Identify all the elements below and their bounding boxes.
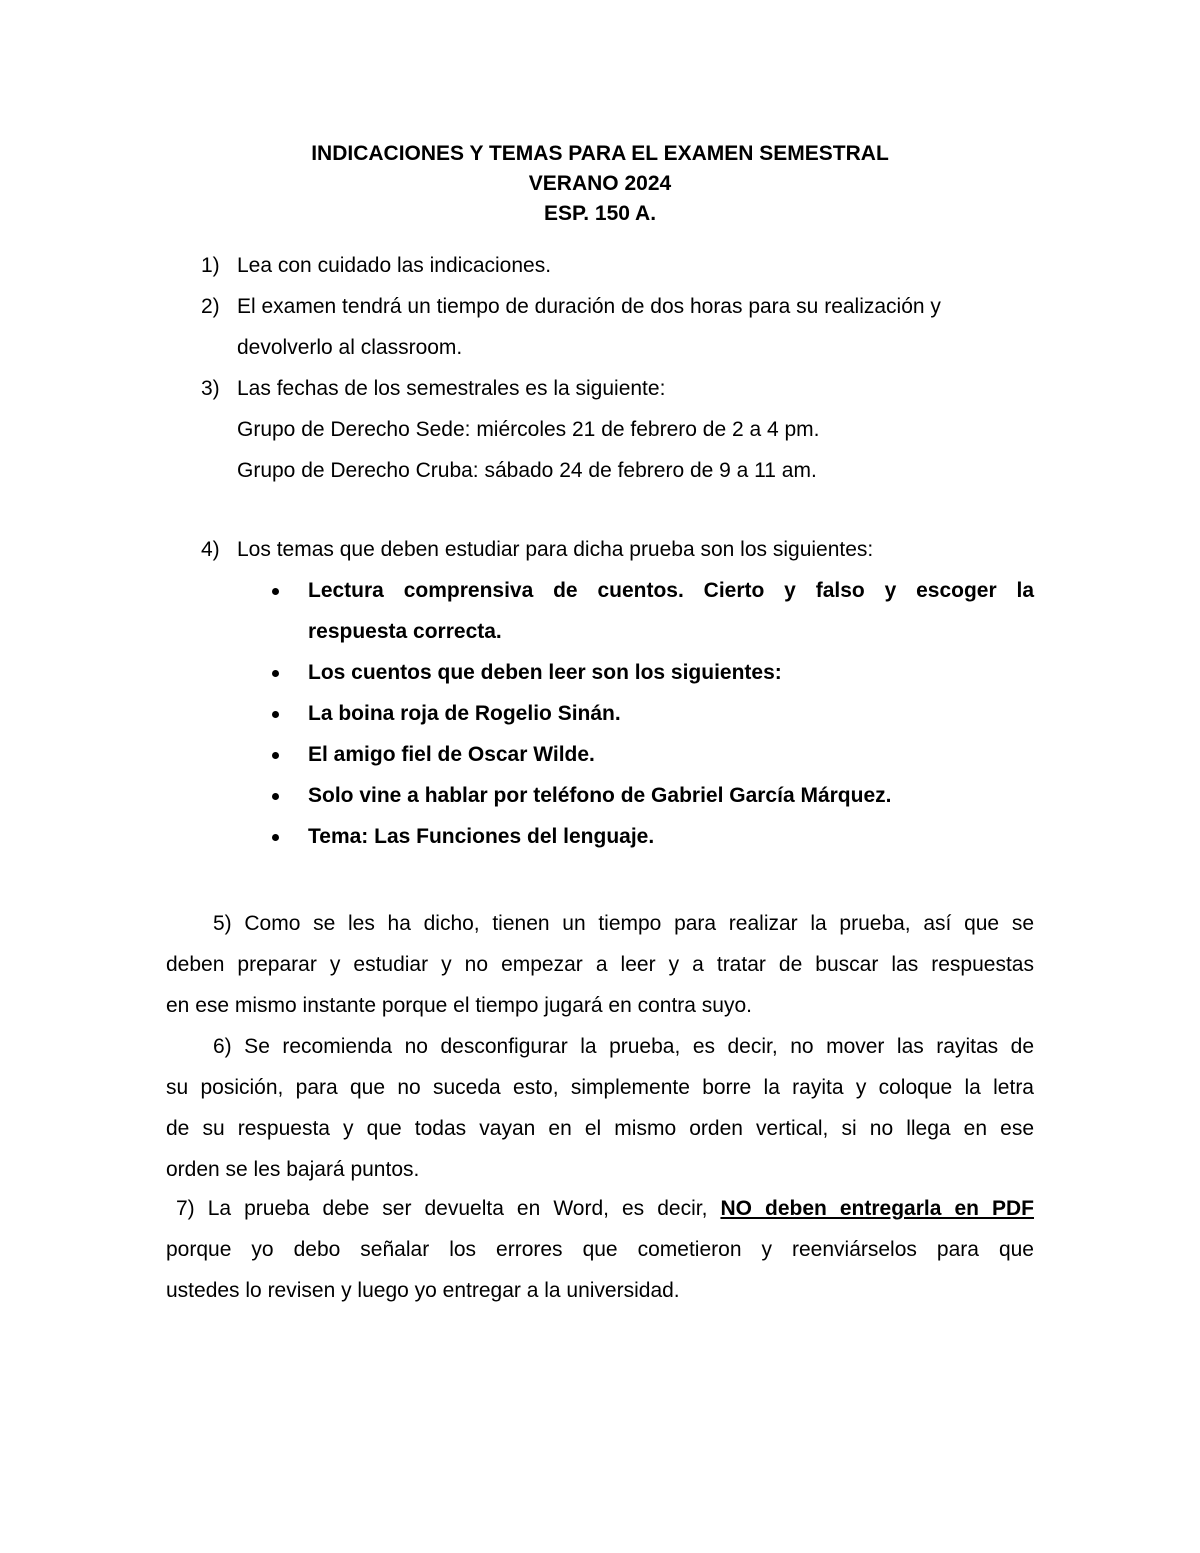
bullet-icon — [272, 670, 279, 677]
paragraph-6-line-1: 6) Se recomienda no desconfigurar la prueba, es decir, no mover las rayitas de — [213, 1035, 1034, 1058]
topics-list — [272, 570, 1034, 857]
instruction-2 — [201, 286, 1034, 368]
paragraph-5-line-1: 5) Como se les ha dicho, tienen un tiempo para realizar la prueba, así que se — [213, 912, 1034, 935]
title-line-course: ESP. 150 A. — [543, 202, 657, 225]
topic-2: Los cuentos que deben leer son los siguientes: — [308, 661, 782, 684]
paragraph-6-line-3: de su respuesta y que todas vayan en el mismo orden vertical, si no llega en ese — [166, 1117, 1034, 1140]
paragraph-7-line-3: ustedes lo revisen y luego yo entregar a la universidad. — [166, 1279, 680, 1302]
document-title — [166, 139, 1034, 229]
paragraph-7-line-2: porque yo debo señalar los errores que cometieron y reenviárselos para que — [166, 1238, 1034, 1261]
instruction-1 — [201, 245, 1034, 286]
bullet-icon — [272, 834, 279, 841]
instruction-3-number: 3) — [201, 377, 220, 400]
paragraph-5-line-3: en ese mismo instante porque el tiempo jugará en contra suyo. — [166, 994, 753, 1017]
paragraph-6-line-4: orden se les bajará puntos. — [166, 1158, 420, 1181]
paragraph-7-line-1-text: 7) La prueba debe ser devuelta en Word, es decir, — [176, 1197, 721, 1220]
paragraph-6 — [166, 1026, 1034, 1190]
paragraph-6-line-2: su posición, para que no suceda esto, simplemente borre la rayita y coloque la letra — [166, 1076, 1034, 1099]
bullet-icon — [272, 793, 279, 800]
instruction-2-line-2: devolverlo al classroom. — [237, 336, 463, 359]
instruction-3-text — [237, 368, 1034, 491]
topic-6: Tema: Las Funciones del lenguaje. — [308, 825, 655, 848]
instruction-3-line-1: Las fechas de los semestrales es la siguiente: — [237, 377, 666, 400]
paragraph-5 — [166, 903, 1034, 1026]
topic-item — [272, 775, 1034, 816]
topic-1-line-2: respuesta correcta. — [308, 620, 502, 643]
instruction-4-text: Los temas que deben estudiar para dicha prueba son los siguientes: — [237, 538, 874, 561]
topic-4: El amigo fiel de Oscar Wilde. — [308, 743, 595, 766]
topic-item — [272, 734, 1034, 775]
instruction-2-line-1: El examen tendrá un tiempo de duración de dos horas para su realización y — [237, 295, 941, 318]
paragraph-5-line-2: deben preparar y estudiar y no empezar a leer y a tratar de buscar las respuestas — [166, 953, 1034, 976]
topic-item — [272, 816, 1034, 857]
paragraph-7 — [166, 1188, 1034, 1311]
schedule-group-sede: Grupo de Derecho Sede: miércoles 21 de febrero de 2 a 4 pm. — [237, 418, 820, 441]
instruction-2-number: 2) — [201, 295, 220, 318]
topic-3: La boina roja de Rogelio Sinán. — [308, 702, 621, 725]
title-line-main: INDICACIONES Y TEMAS PARA EL EXAMEN SEMESTRAL — [311, 142, 889, 165]
schedule-group-cruba: Grupo de Derecho Cruba: sábado 24 de febrero de 9 a 11 am. — [237, 459, 817, 482]
topic-item — [272, 652, 1034, 693]
instruction-1-number: 1) — [201, 254, 220, 277]
topic-item — [272, 693, 1034, 734]
paragraph-7-line-1 — [166, 1188, 1034, 1229]
bullet-icon — [272, 752, 279, 759]
title-line-term: VERANO 2024 — [528, 172, 672, 195]
instruction-3 — [201, 368, 1034, 491]
topic-5: Solo vine a hablar por teléfono de Gabriel García Márquez. — [308, 784, 892, 807]
instruction-4 — [201, 529, 1034, 570]
instruction-4-number: 4) — [201, 538, 220, 561]
instruction-2-text — [237, 286, 1034, 368]
bullet-icon — [272, 588, 279, 595]
topic-1-line-1: Lectura comprensiva de cuentos. Cierto y falso y escoger la — [308, 579, 1034, 602]
instruction-1-text: Lea con cuidado las indicaciones. — [237, 254, 552, 277]
bullet-icon — [272, 711, 279, 718]
topic-item — [272, 570, 1034, 652]
no-pdf-emphasis: NO deben entregarla en PDF — [720, 1197, 1034, 1220]
